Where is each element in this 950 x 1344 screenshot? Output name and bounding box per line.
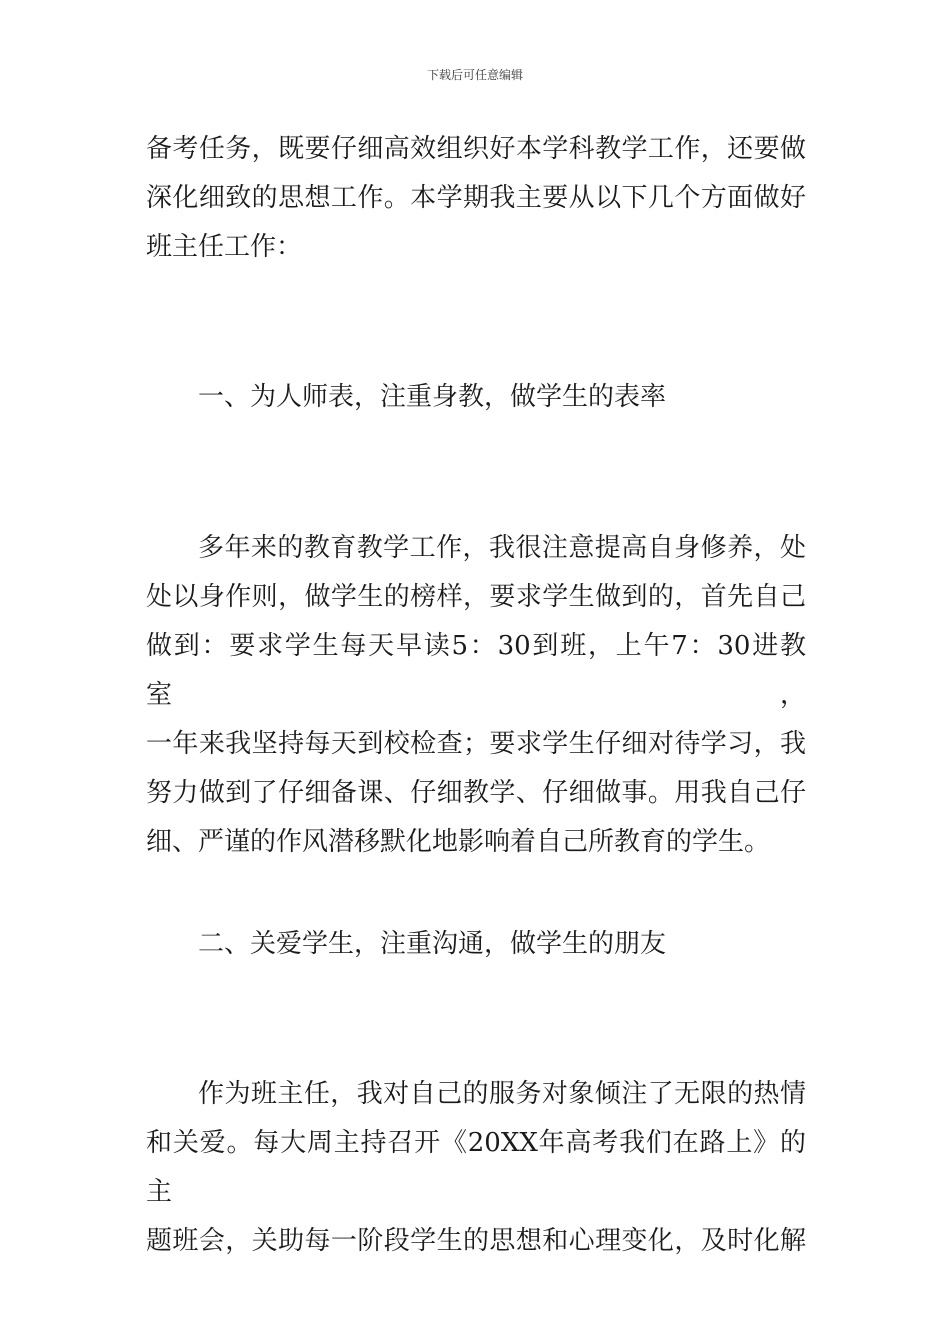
text-line: 细、严谨的作风潜移默化地影响着自己所教育的学生。 — [146, 827, 771, 857]
section-heading-2 — [146, 920, 806, 969]
section-1-paragraph — [146, 524, 806, 867]
text-line: 处以身作则，做学生的榜样，要求学生做到的，首先自己 — [146, 582, 806, 612]
intro-paragraph — [146, 125, 806, 272]
page-header: 下载后可任意编辑 — [426, 68, 523, 82]
section-title: 一、为人师表，注重身教，做学生的表率 — [198, 382, 667, 412]
text-line: 备考任务，既要仔细高效组织好本学科教学工作，还要做 — [146, 134, 806, 164]
text-line: 作为班主任，我对自己的服务对象倾注了无限的热情 — [198, 1079, 806, 1109]
section-2-paragraph — [146, 1070, 806, 1266]
section-title: 二、关爱学生，注重沟通，做学生的朋友 — [198, 929, 667, 959]
text-line: 努力做到了仔细备课、仔细教学、仔细做事。用我自己仔 — [146, 778, 806, 808]
section-heading-1 — [146, 373, 806, 422]
text-line: 深化细致的思想工作。本学期我主要从以下几个方面做好 — [146, 183, 806, 213]
text-line: 和关爱。每大周主持召开《20XX年高考我们在路上》的主 — [146, 1128, 806, 1207]
text-line: 班主任工作： — [146, 232, 303, 262]
text-line: 一年来我坚持每天到校检查；要求学生仔细对待学习，我 — [146, 729, 806, 759]
text-line: 题班会，关助每一阶段学生的思想和心理变化，及时化解 — [146, 1226, 806, 1256]
text-line: 做到：要求学生每天早读5：30到班，上午7：30进教室， — [146, 631, 806, 710]
text-line: 多年来的教育教学工作，我很注意提高自身修养，处 — [198, 533, 806, 563]
